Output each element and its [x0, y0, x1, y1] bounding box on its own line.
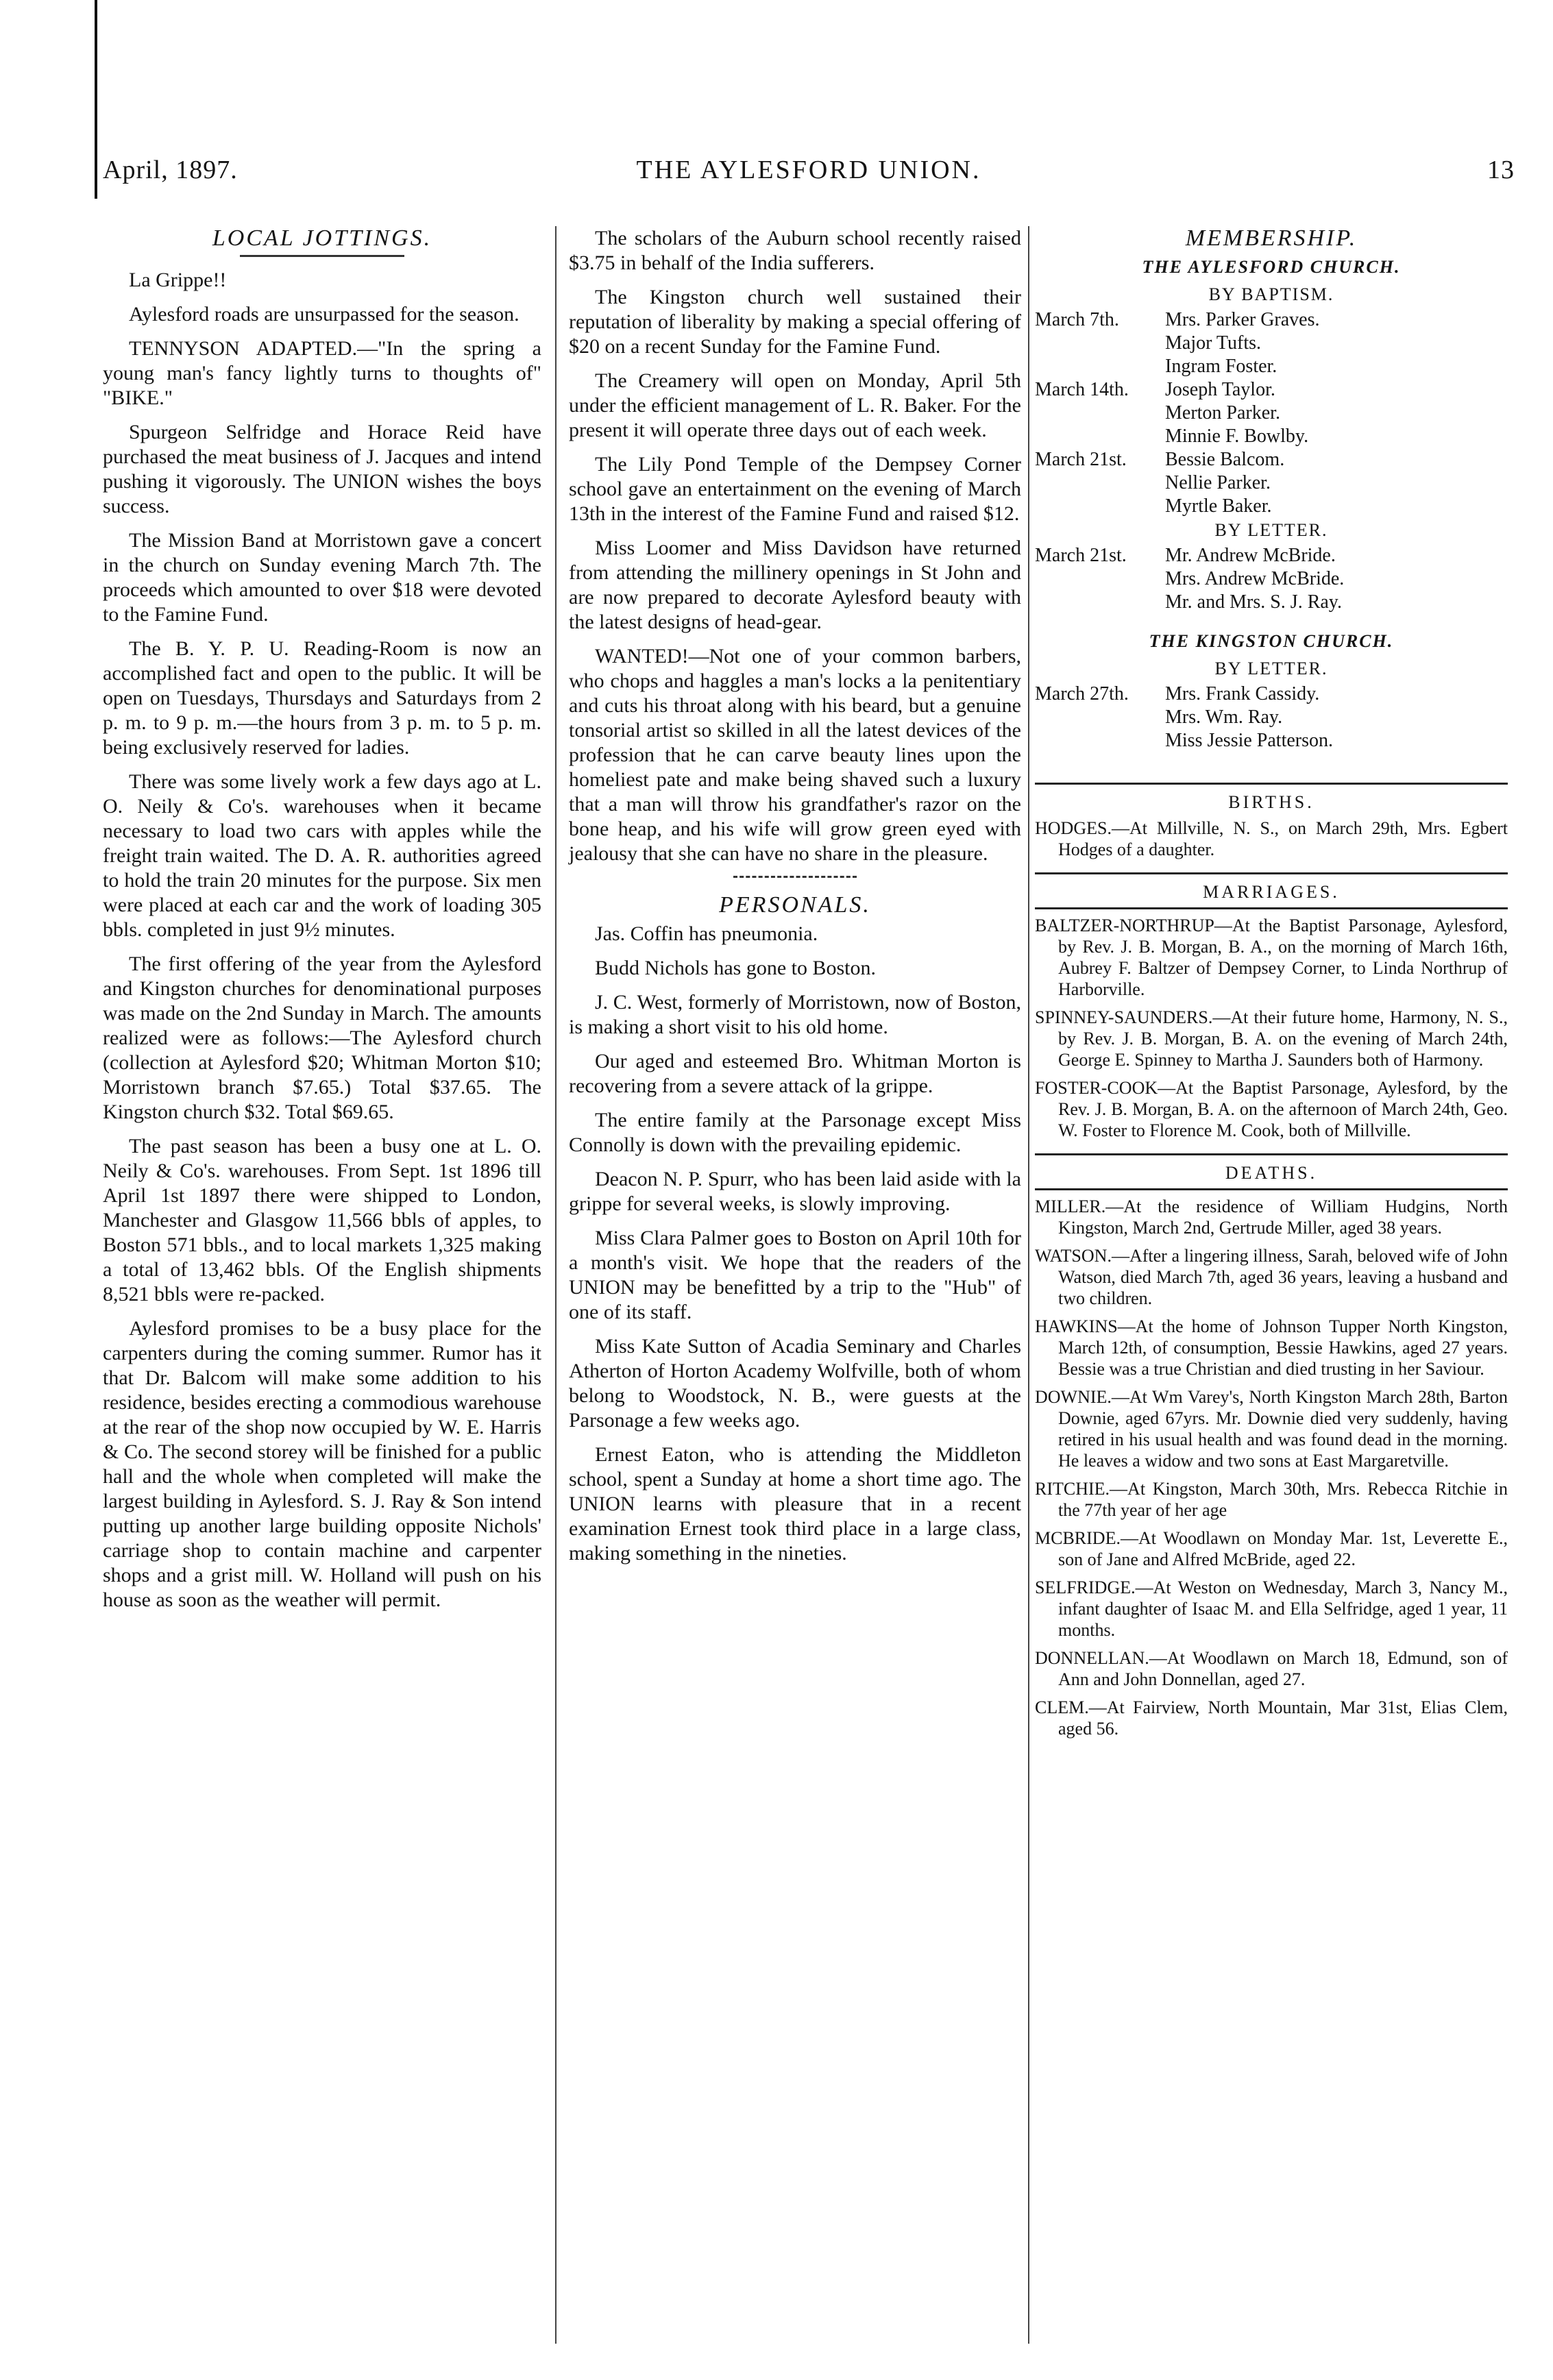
- paragraph: J. C. West, formerly of Morristown, now of Boston, is making a short visit to his old home.: [569, 991, 1021, 1038]
- paragraph: Ernest Eaton, who is attending the Middleton school, spent a Sunday at home a short time ago. The UNION learns with pleasure that in a recent examination Ernest took third place in a large class, making something in the nineties.: [569, 1443, 1021, 1565]
- member-name: Major Tufts.: [1165, 332, 1262, 354]
- column-rule: [555, 226, 557, 2344]
- paragraph: The Kingston church well sustained their reputation of liberality by making a special offering of $20 on a recent Sunday for the Famine Fund.: [569, 286, 1021, 358]
- member-row: [1035, 729, 1508, 752]
- member-row: [1035, 544, 1508, 567]
- section-rule: [1035, 783, 1508, 785]
- member-date: [1035, 706, 1165, 729]
- paragraph: The first offering of the year from the Aylesford and Kingston churches for denominational purposes was made on the 2nd Sunday in March. The amounts realized were as follows:—The Aylesford church (collection at Aylesford $20; Whitman Morton $10; Morristown branch $7.65.) Total $37.65. The Kingston church $32. Total $69.65.: [103, 953, 541, 1123]
- page-number: 13: [1487, 156, 1515, 184]
- paragraph: Jas. Coffin has pneumonia.: [595, 922, 818, 945]
- member-name: Ingram Foster.: [1165, 356, 1277, 377]
- member-name: Minnie F. Bowlby.: [1165, 426, 1309, 447]
- member-name: Mrs. Parker Graves.: [1165, 309, 1320, 330]
- section-heading: LOCAL JOTTINGS.: [212, 225, 432, 251]
- notice: WATSON.—After a lingering illness, Sarah, beloved wife of John Watson, died March 7th, aged 36 years, leaving a husband and two children.: [1035, 1246, 1508, 1308]
- article-list: [569, 226, 1021, 866]
- section-rule: [1035, 872, 1508, 874]
- column-rule: [1028, 226, 1029, 2344]
- member-date: [1035, 355, 1165, 378]
- notice: CLEM.—At Fairview, North Mountain, Mar 31st, Elias Clem, aged 56.: [1035, 1697, 1508, 1739]
- paragraph: Aylesford roads are unsurpassed for the season.: [129, 303, 519, 326]
- member-date: [1035, 567, 1165, 591]
- subheading: BY LETTER.: [1214, 659, 1328, 678]
- member-row: [1035, 706, 1508, 729]
- heading-rule: [240, 255, 404, 257]
- subheading: BY BAPTISM.: [1208, 284, 1334, 304]
- paper-title: THE AYLESFORD UNION.: [636, 156, 981, 184]
- member-date: March 21st.: [1035, 449, 1127, 470]
- section-rule: [1035, 1153, 1508, 1155]
- separator: [733, 876, 857, 878]
- paragraph: TENNYSON ADAPTED.—"In the spring a young man's fancy lightly turns to thoughts of" "BIKE.": [103, 337, 541, 409]
- member-name: Miss Jessie Patterson.: [1165, 730, 1333, 751]
- member-row: [1035, 378, 1508, 402]
- member-row: [1035, 683, 1508, 706]
- column-local-jottings: [103, 226, 541, 1622]
- paragraph: WANTED!—Not one of your common barbers, who chops and haggles a man's locks a la penitentiary and cuts his throat along with his beard, but a genuine tonsorial artist so skilled in all the latest devices of the profession that he can carve beauty lines upon the homeliest pate and make being shaved such a luxury that a man will throw his grandfather's razor on the bone heap, and his wife will grow green eyed with jealousy that she can have no share in the pleasure.: [569, 645, 1021, 865]
- marriages-heading: MARRIAGES.: [1203, 882, 1340, 902]
- notice: RITCHIE.—At Kingston, March 30th, Mrs. Rebecca Ritchie in the 77th year of her age: [1035, 1479, 1508, 1520]
- deaths-heading: DEATHS.: [1225, 1163, 1318, 1183]
- binding-rule: [95, 0, 97, 199]
- paragraph: Our aged and esteemed Bro. Whitman Morton is recovering from a severe attack of la grippe.: [569, 1050, 1021, 1097]
- member-date: March 7th.: [1035, 309, 1119, 330]
- paragraph: The B. Y. P. U. Reading-Room is now an accomplished fact and open to the public. It will be open on Tuesdays, Thursdays and Saturdays from 2 p. m. to 9 p. m.—the hours from 3 p. m. to 5 p. m. being exclusively reserved for ladies.: [103, 637, 541, 759]
- member-row: [1035, 495, 1508, 518]
- section-heading: PERSONALS.: [719, 892, 871, 918]
- column-news: [569, 226, 1021, 1575]
- member-row: [1035, 448, 1508, 471]
- paragraph: Deacon N. P. Spurr, who has been laid aside with la grippe for several weeks, is slowly improving.: [569, 1168, 1021, 1215]
- notice-list: [1035, 818, 1508, 860]
- member-row: [1035, 402, 1508, 425]
- notice: SPINNEY-SAUNDERS.—At their future home, Harmony, N. S., by Rev. J. B. Morgan, B. A. on the evening of March 24th, George E. Spinney to Martha J. Saunders both of Harmony.: [1035, 1007, 1508, 1070]
- page-header: [103, 155, 1515, 191]
- notice: FOSTER-COOK—At the Baptist Parsonage, Aylesford, by the Rev. J. B. Morgan, B. A. on the afternoon of March 24th, Geo. W. Foster to Florence M. Cook, both of Millville.: [1035, 1078, 1508, 1140]
- notice: MILLER.—At the residence of William Hudgins, North Kingston, March 2nd, Gertrude Miller, aged 38 years.: [1035, 1197, 1508, 1238]
- member-date: March 14th.: [1035, 379, 1129, 400]
- member-name: Myrtle Baker.: [1165, 495, 1272, 517]
- member-name: Mrs. Wm. Ray.: [1165, 707, 1283, 728]
- section-heading: MEMBERSHIP.: [1185, 225, 1358, 251]
- column-membership: [1035, 226, 1508, 1746]
- issue-date: April, 1897.: [103, 156, 238, 184]
- member-name: Bessie Balcom.: [1165, 449, 1285, 470]
- paragraph: Miss Clara Palmer goes to Boston on April 10th for a month's visit. We hope that the readers of the UNION may be benefitted by a trip to the "Hub" of one of its staff.: [569, 1227, 1021, 1323]
- member-date: [1035, 729, 1165, 752]
- paragraph: The past season has been a busy one at L. O. Neily & Co's. warehouses. From Sept. 1st 1896 till April 1st 1897 there were shipped to London, Manchester and Glasgow 11,566 bbls of apples, to Boston 571 bbls., and to local markets 1,325 making a total of 13,462 bbls. Of the English shipments 8,521 bbls were re-packed.: [103, 1135, 541, 1305]
- member-name: Joseph Taylor.: [1165, 379, 1275, 400]
- member-name: Merton Parker.: [1165, 402, 1280, 424]
- notice: DOWNIE.—At Wm Varey's, North Kingston March 28th, Barton Downie, aged 67yrs. Mr. Downie died very suddenly, having retired in his usual health and was found dead in the morning. He leaves a widow and two sons at East Margaretville.: [1035, 1387, 1508, 1471]
- notice-list: [1035, 915, 1508, 1141]
- notice: HODGES.—At Millville, N. S., on March 29th, Mrs. Egbert Hodges of a daughter.: [1035, 818, 1508, 859]
- member-date: [1035, 402, 1165, 425]
- member-row: [1035, 567, 1508, 591]
- paragraph: The scholars of the Auburn school recently raised $3.75 in behalf of the India sufferers.: [569, 227, 1021, 274]
- section-rule: [1035, 1188, 1508, 1190]
- notice: SELFRIDGE.—At Weston on Wednesday, March 3, Nancy M., infant daughter of Isaac M. and Ella Selfridge, aged 1 year, 11 months.: [1035, 1578, 1508, 1640]
- paragraph: The entire family at the Parsonage except Miss Connolly is down with the prevailing epidemic.: [569, 1109, 1021, 1156]
- notice: DONNELLAN.—At Woodlawn on March 18, Edmund, son of Ann and John Donnellan, aged 27.: [1035, 1648, 1508, 1689]
- member-row: [1035, 591, 1508, 614]
- paragraph: There was some lively work a few days ago at L. O. Neily & Co's. warehouses when it became necessary to load two cars with apples while the freight train waited. The D. A. R. authorities agreed to hold the train 20 minutes for the purpose. Six men were placed at each car and the work of loading 305 bbls. completed in just 9½ minutes.: [103, 770, 541, 941]
- member-name: Mr. and Mrs. S. J. Ray.: [1165, 591, 1342, 613]
- church-heading: THE KINGSTON CHURCH.: [1149, 631, 1394, 651]
- paragraph: The Lily Pond Temple of the Dempsey Corner school gave an entertainment on the evening of March 13th in the interest of the Famine Fund and raised $12.: [569, 453, 1021, 525]
- article-list: [103, 268, 541, 1612]
- paragraph: Aylesford promises to be a busy place for the carpenters during the coming summer. Rumor has it that Dr. Balcom will make some addition to his residence, besides erecting a commodious warehouse at the rear of the shop now occupied by W. E. Harris & Co. The second storey will be finished for a public hall and the whole when completed will make the largest building in Aylesford. S. J. Ray & Son intend putting up another large building opposite Nichols' carriage shop to contain machine and carpenter shops and a grist mill. W. Holland will push on his house as soon as the weather will permit.: [103, 1317, 541, 1611]
- notice: BALTZER-NORTHRUP—At the Baptist Parsonage, Aylesford, by Rev. J. B. Morgan, B. A., on the morning of March 16th, Aubrey F. Baltzer of Dempsey Corner, to Linda Northrup of Harborville.: [1035, 916, 1508, 999]
- paragraph: Spurgeon Selfridge and Horace Reid have purchased the meat business of J. Jacques and intend pushing it vigorously. The UNION wishes the boys success.: [103, 421, 541, 517]
- member-row: [1035, 355, 1508, 378]
- paragraph: The Creamery will open on Monday, April 5th under the efficient management of L. R. Baker. For the present it will operate three days out of each week.: [569, 369, 1021, 441]
- member-date: March 27th.: [1035, 683, 1129, 704]
- member-row: [1035, 332, 1508, 355]
- membership-list: [1035, 683, 1508, 752]
- section-rule: [1035, 907, 1508, 909]
- paragraph: Miss Kate Sutton of Acadia Seminary and Charles Atherton of Horton Academy Wolfville, both of whom belong to Woodstock, N. B., were guests at the Parsonage a few weeks ago.: [569, 1335, 1021, 1432]
- member-row: [1035, 308, 1508, 332]
- births-heading: BIRTHS.: [1228, 792, 1314, 812]
- member-date: [1035, 495, 1165, 518]
- paragraph: La Grippe!!: [129, 269, 227, 291]
- subheading: BY LETTER.: [1214, 520, 1328, 540]
- notice: MCBRIDE.—At Woodlawn on Monday Mar. 1st, Leverette E., son of Jane and Alfred McBride, aged 22.: [1035, 1528, 1508, 1569]
- membership-list: [1035, 544, 1508, 614]
- member-date: March 21st.: [1035, 545, 1127, 566]
- paragraph: Miss Loomer and Miss Davidson have returned from attending the millinery openings in St John and are now prepared to decorate Aylesford beauty with the latest designs of head-gear.: [569, 537, 1021, 633]
- member-name: Mr. Andrew McBride.: [1165, 545, 1336, 566]
- member-name: Mrs. Frank Cassidy.: [1165, 683, 1320, 704]
- member-date: [1035, 591, 1165, 614]
- church-heading: THE AYLESFORD CHURCH.: [1142, 257, 1401, 277]
- member-date: [1035, 425, 1165, 448]
- member-date: [1035, 471, 1165, 495]
- notice-list: [1035, 1196, 1508, 1739]
- membership-list: [1035, 308, 1508, 518]
- member-row: [1035, 425, 1508, 448]
- personals-list: [569, 922, 1021, 1566]
- member-name: Mrs. Andrew McBride.: [1165, 568, 1345, 589]
- member-date: [1035, 332, 1165, 355]
- notice: HAWKINS—At the home of Johnson Tupper North Kingston, March 12th, of consumption, Bessie Hawkins, aged 27 years. Bessie was a true Christian and died trusting in her Saviour.: [1035, 1316, 1508, 1379]
- paragraph: The Mission Band at Morristown gave a concert in the church on Sunday evening March 7th. The proceeds which amounted to over $18 were devoted to the Famine Fund.: [103, 529, 541, 626]
- member-row: [1035, 471, 1508, 495]
- paragraph: Budd Nichols has gone to Boston.: [595, 957, 876, 979]
- member-name: Nellie Parker.: [1165, 472, 1271, 493]
